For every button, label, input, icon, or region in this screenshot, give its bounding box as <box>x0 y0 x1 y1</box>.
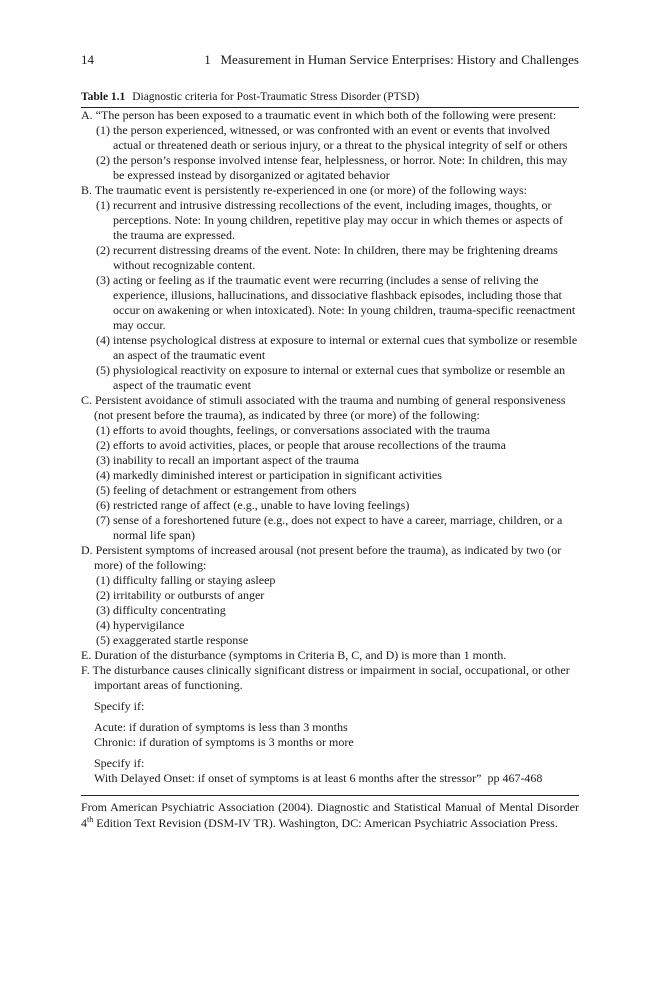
criterion-a-item: (1) the person experienced, witnessed, or was confronted with an event or events that involved actual or threatened death or serious injury, or a threat to the physical integrity of self or others <box>96 123 568 152</box>
running-head: 1 Measurement in Human Service Enterprises: History and Challenges <box>204 52 579 67</box>
criterion-c-item: (7) sense of a foreshortened future (e.g., does not expect to have a career, marriage, children, or a normal life span) <box>96 513 563 542</box>
criterion-f: F. The disturbance causes clinically significant distress or impairment in social, occupational, or other important areas of functioning. <box>81 663 570 692</box>
table-title: Diagnostic criteria for Post-Traumatic Stress Disorder (PTSD) <box>132 91 420 103</box>
criterion-d-item: (1) difficulty falling or staying asleep <box>96 573 276 587</box>
criterion-a-item: (2) the person’s response involved intense fear, helplessness, or horror. Note: In children, this may be expressed instead by disorganized or agitated behavior <box>96 153 568 182</box>
source-text: From American Psychiatric Association (2004). Diagnostic and Statistical Manual of Mental Disorder 4 <box>81 800 579 830</box>
criterion-e: E. Duration of the disturbance (symptoms in Criteria B, C, and D) is more than 1 month. <box>81 648 507 662</box>
criterion-b-item: (5) physiological reactivity on exposure to internal or external cues that symbolize or resemble an aspect of the traumatic event <box>96 363 566 392</box>
criterion-c-item: (1) efforts to avoid thoughts, feelings, or conversations associated with the trauma <box>96 423 491 437</box>
source-superscript: th <box>87 815 94 824</box>
criterion-d-item: (5) exaggerated startle response <box>96 633 249 647</box>
criterion-d-item: (4) hypervigilance <box>96 618 185 632</box>
criterion-b-item: (1) recurrent and intrusive distressing recollections of the event, including images, thoughts, or perceptions. Note: In young children, repetitive play may occur in which themes or aspects of the trauma are expressed. <box>96 198 563 242</box>
table-label: Table 1.1 <box>81 91 126 103</box>
page-number: 14 <box>81 52 94 67</box>
page-header <box>81 52 579 70</box>
table-source-note <box>81 799 579 831</box>
criterion-c-item: (2) efforts to avoid activities, places, or people that arouse recollections of the trauma <box>96 438 506 452</box>
criterion-b: B. The traumatic event is persistently re-experienced in one (or more) of the following ways: <box>81 183 527 197</box>
criteria-table <box>81 108 579 786</box>
criterion-c: C. Persistent avoidance of stimuli associated with the trauma and numbing of general responsiveness (not present before the trauma), as indicated by three (or more) of the following: <box>81 393 566 422</box>
criterion-c-item: (5) feeling of detachment or estrangement from others <box>96 483 357 497</box>
criterion-c-item: (6) restricted range of affect (e.g., unable to have loving feelings) <box>96 498 410 512</box>
specify-chronic: Chronic: if duration of symptoms is 3 months or more <box>94 735 354 749</box>
specify-acute: Acute: if duration of symptoms is less than 3 months <box>94 720 348 734</box>
source-text-end: Edition Text Revision (DSM-IV TR). Washington, DC: American Psychiatric Association Press. <box>93 816 558 830</box>
specify-delayed-onset: With Delayed Onset: if onset of symptoms is at least 6 months after the stressor” pp 467-468 <box>94 771 543 785</box>
criterion-c-item: (3) inability to recall an important aspect of the trauma <box>96 453 359 467</box>
criterion-b-item: (2) recurrent distressing dreams of the event. Note: In children, there may be frightening dreams without recognizable content. <box>96 243 558 272</box>
table-caption <box>81 91 579 103</box>
criterion-d-item: (2) irritability or outbursts of anger <box>96 588 265 602</box>
criterion-b-item: (3) acting or feeling as if the traumatic event were recurring (includes a sense of reliving the experience, illusions, hallucinations, and dissociative flashback episodes, including those that occur on awakening or when intoxicated). Note: In young children, trauma-specific reenactment may occur. <box>96 273 576 332</box>
specify-label: Specify if: <box>94 756 145 770</box>
criterion-a: A. “The person has been exposed to a traumatic event in which both of the following were present: <box>81 108 557 122</box>
criterion-c-item: (4) markedly diminished interest or participation in significant activities <box>96 468 442 482</box>
criterion-b-item: (4) intense psychological distress at exposure to internal or external cues that symbolize or resemble an aspect of the traumatic event <box>96 333 578 362</box>
criterion-d: D. Persistent symptoms of increased arousal (not present before the trauma), as indicated by two (or more) of the following: <box>81 543 562 572</box>
criterion-d-item: (3) difficulty concentrating <box>96 603 226 617</box>
table-bottom-rule <box>81 795 579 796</box>
specify-label: Specify if: <box>94 699 145 713</box>
